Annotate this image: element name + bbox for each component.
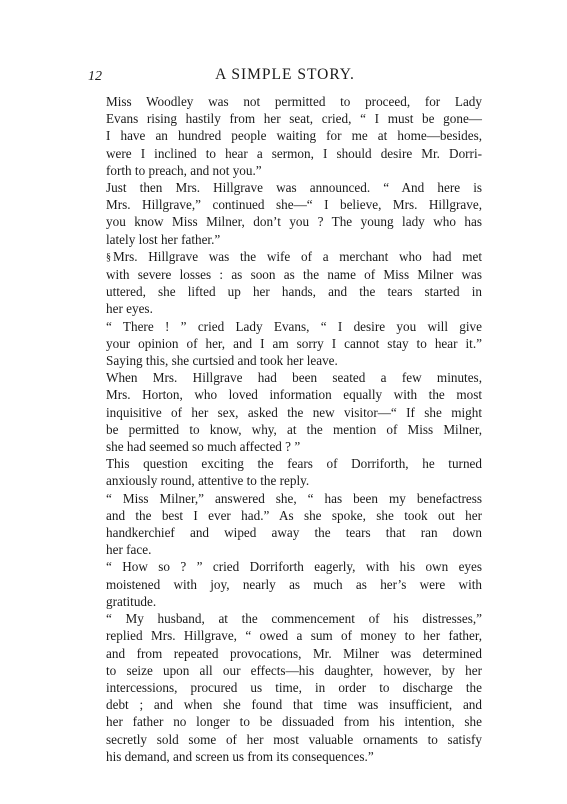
text-line: inquisitive of her sex, asked the new visitor—“ If she might	[106, 404, 482, 420]
paragraph	[90, 369, 482, 455]
running-head	[88, 66, 482, 88]
text-line: replied Mrs. Hillgrave, “ owed a sum of money to her father,	[106, 628, 482, 644]
text-line: her face.	[106, 542, 152, 558]
paragraph	[90, 318, 482, 370]
text-line: debt ; and when she found that time was insufficient, and	[106, 697, 482, 713]
text-line: lately lost her father.”	[106, 231, 221, 247]
text-line: Mrs. Hillgrave,” continued she—“ I believe, Mrs. Hillgrave,	[106, 197, 482, 213]
text-line: anxiously round, attentive to the reply.	[106, 473, 310, 489]
text-line: forth to preach, and not you.”	[106, 162, 262, 178]
text-line: were I inclined to hear a sermon, I should desire Mr. Dorri-	[106, 145, 482, 161]
text-line: gratitude.	[106, 593, 157, 609]
text-line: “ Miss Milner,” answered she, “ has been my benefactress	[106, 490, 482, 506]
text-line: your opinion of her, and I am sorry I cannot stay to hear it.”	[106, 335, 482, 351]
printer-mark: §	[106, 251, 111, 263]
text-line: Mrs. Horton, who loved information equally with the most	[106, 387, 482, 403]
text-line: § Mrs. Hillgrave was the wife of a merchant who had met	[106, 248, 482, 264]
text-line: When Mrs. Hillgrave had been seated a few minutes,	[106, 370, 482, 386]
paragraph	[90, 93, 482, 179]
text-line: she had seemed so much affected ? ”	[106, 439, 301, 455]
body-text	[90, 93, 482, 765]
text-line: “ My husband, at the commencement of his distresses,”	[106, 611, 482, 627]
text-line: and from repeated provocations, Mr. Milner was determined	[106, 645, 482, 661]
text-line: with severe losses : as soon as the name of Miss Milner was	[106, 267, 482, 283]
paragraph	[90, 248, 482, 318]
text-line: This question exciting the fears of Dorriforth, he turned	[106, 456, 482, 472]
text-line: handkerchief and wiped away the tears that ran down	[106, 525, 482, 541]
text-line: Miss Woodley was not permitted to proceed, for Lady	[106, 94, 482, 109]
paragraph	[90, 455, 482, 489]
running-title: A SIMPLE STORY.	[215, 66, 355, 83]
text-line: “ There ! ” cried Lady Evans, “ I desire you will give	[106, 318, 482, 334]
text-line: you know Miss Milner, don’t you ? The young lady who has	[106, 214, 482, 230]
text-line: be permitted to know, why, at the mention of Miss Milner,	[106, 421, 482, 437]
text-line: Evans rising hastily from her seat, cried, “ I must be gone—	[106, 111, 482, 127]
text-line: uttered, she lifted up her hands, and the tears started in	[106, 284, 482, 300]
text-line: his demand, and screen us from its consequences.”	[106, 748, 374, 764]
paragraph	[90, 490, 482, 559]
text-line: Just then Mrs. Hillgrave was announced. “ And here is	[106, 180, 482, 196]
paragraph	[90, 610, 482, 765]
text-line: Saying this, she curtsied and took her leave.	[106, 353, 338, 369]
paragraph	[90, 558, 482, 610]
text-line: I have an hundred people waiting for me at home—besides,	[106, 128, 482, 144]
text-line: moistened with joy, nearly as much as her’s were with	[106, 576, 482, 592]
paragraph	[90, 179, 482, 248]
page-number: 12	[88, 69, 102, 84]
text-line: her eyes.	[106, 301, 153, 317]
text-line: her father no longer to be dissuaded from his intention, she	[106, 714, 482, 730]
text-line: secretly sold some of her most valuable ornaments to satisfy	[106, 731, 482, 747]
text-line: intercessions, procured us time, in order to discharge the	[106, 679, 482, 695]
text-line: and the best I ever had.” As she spoke, she took out her	[106, 507, 482, 523]
text-line: to seize upon all our effects—his daughter, however, by her	[106, 662, 482, 678]
text-line: “ How so ? ” cried Dorriforth eagerly, with his own eyes	[106, 559, 482, 575]
